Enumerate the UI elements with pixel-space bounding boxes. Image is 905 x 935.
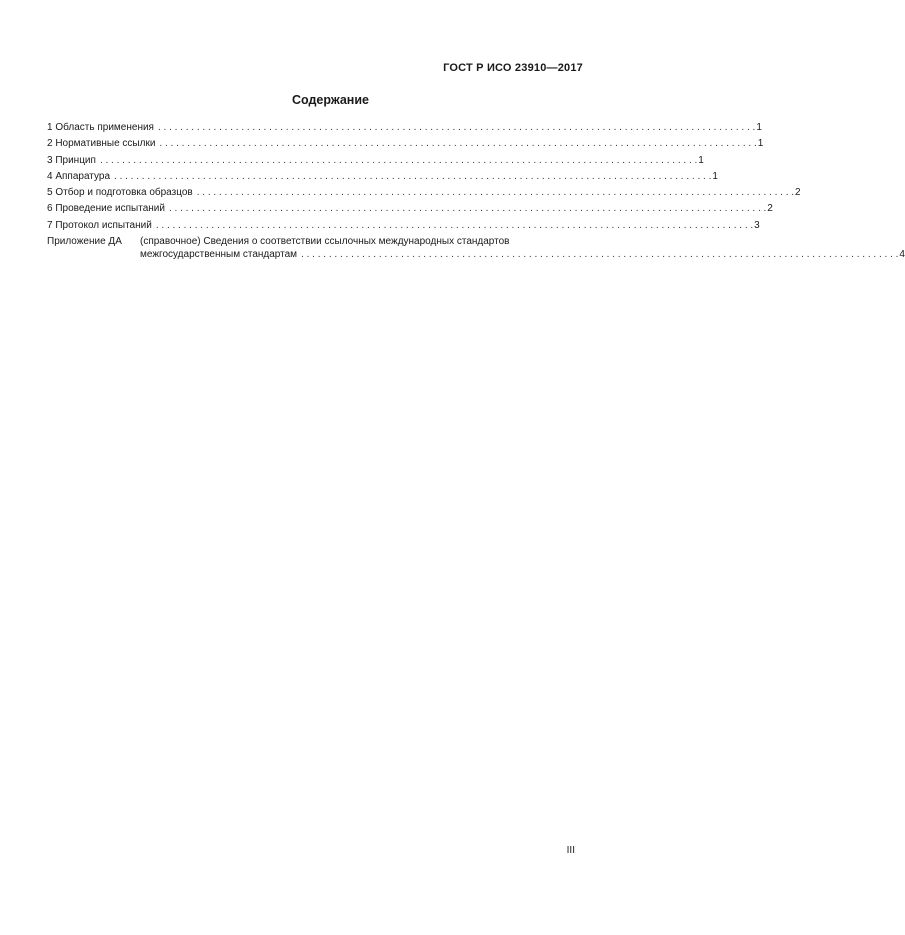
table-of-contents (47, 120, 905, 261)
toc-entry-page: 1 (712, 170, 718, 182)
standard-code: ГОСТ Р ИСО 23910—2017 (443, 62, 583, 74)
toc-entry-label: 5 Отбор и подготовка образцов (47, 187, 193, 199)
annex-prefix: Приложение ДА (47, 236, 122, 248)
toc-leader-dots (114, 169, 711, 185)
annex-title-line2: межгосударственным стандартам (140, 249, 298, 261)
toc-leader-dots (301, 248, 898, 261)
toc-entry-page: 3 (754, 219, 760, 231)
toc-entry-page: 1 (757, 138, 764, 150)
toc-leader-dots (169, 201, 766, 217)
toc-entry-page: 1 (698, 154, 704, 166)
annex-page: 4 (899, 249, 905, 261)
toc-entry[interactable] (47, 201, 773, 217)
annex-title-line1: (справочное) Сведения о соответствии ссылочных международных стандартов (140, 236, 510, 248)
toc-entry-page: 2 (767, 203, 773, 215)
toc-entry[interactable] (47, 218, 760, 234)
toc-leader-dots (100, 153, 697, 169)
toc-entry-label: 4 Аппаратура (47, 170, 111, 182)
toc-entry-label: 1 Область применения (47, 122, 154, 133)
toc-leader-dots (158, 120, 755, 136)
toc-entry-page: 1 (756, 122, 762, 133)
toc-entry[interactable] (47, 169, 718, 185)
toc-annex-entry[interactable] (47, 235, 905, 261)
annex-title (140, 235, 905, 261)
annex-title-line2-row (140, 248, 905, 261)
toc-leader-dots (159, 136, 756, 152)
toc-entry[interactable] (47, 153, 704, 169)
toc-title: Содержание (291, 93, 369, 107)
toc-leader-dots (156, 218, 753, 234)
page-number: III (566, 845, 575, 856)
toc-entry[interactable] (47, 185, 801, 201)
toc-entry-label: 2 Нормативные ссылки (47, 138, 156, 150)
toc-leader-dots (197, 185, 794, 201)
toc-entry-label: 6 Проведение испытаний (47, 203, 165, 215)
toc-entry[interactable] (47, 136, 764, 152)
toc-entry-label: 3 Принцип (47, 154, 96, 166)
toc-entry-label: 7 Протокол испытаний (47, 219, 152, 231)
toc-entry[interactable] (47, 120, 762, 136)
toc-entry-page: 2 (795, 187, 801, 199)
